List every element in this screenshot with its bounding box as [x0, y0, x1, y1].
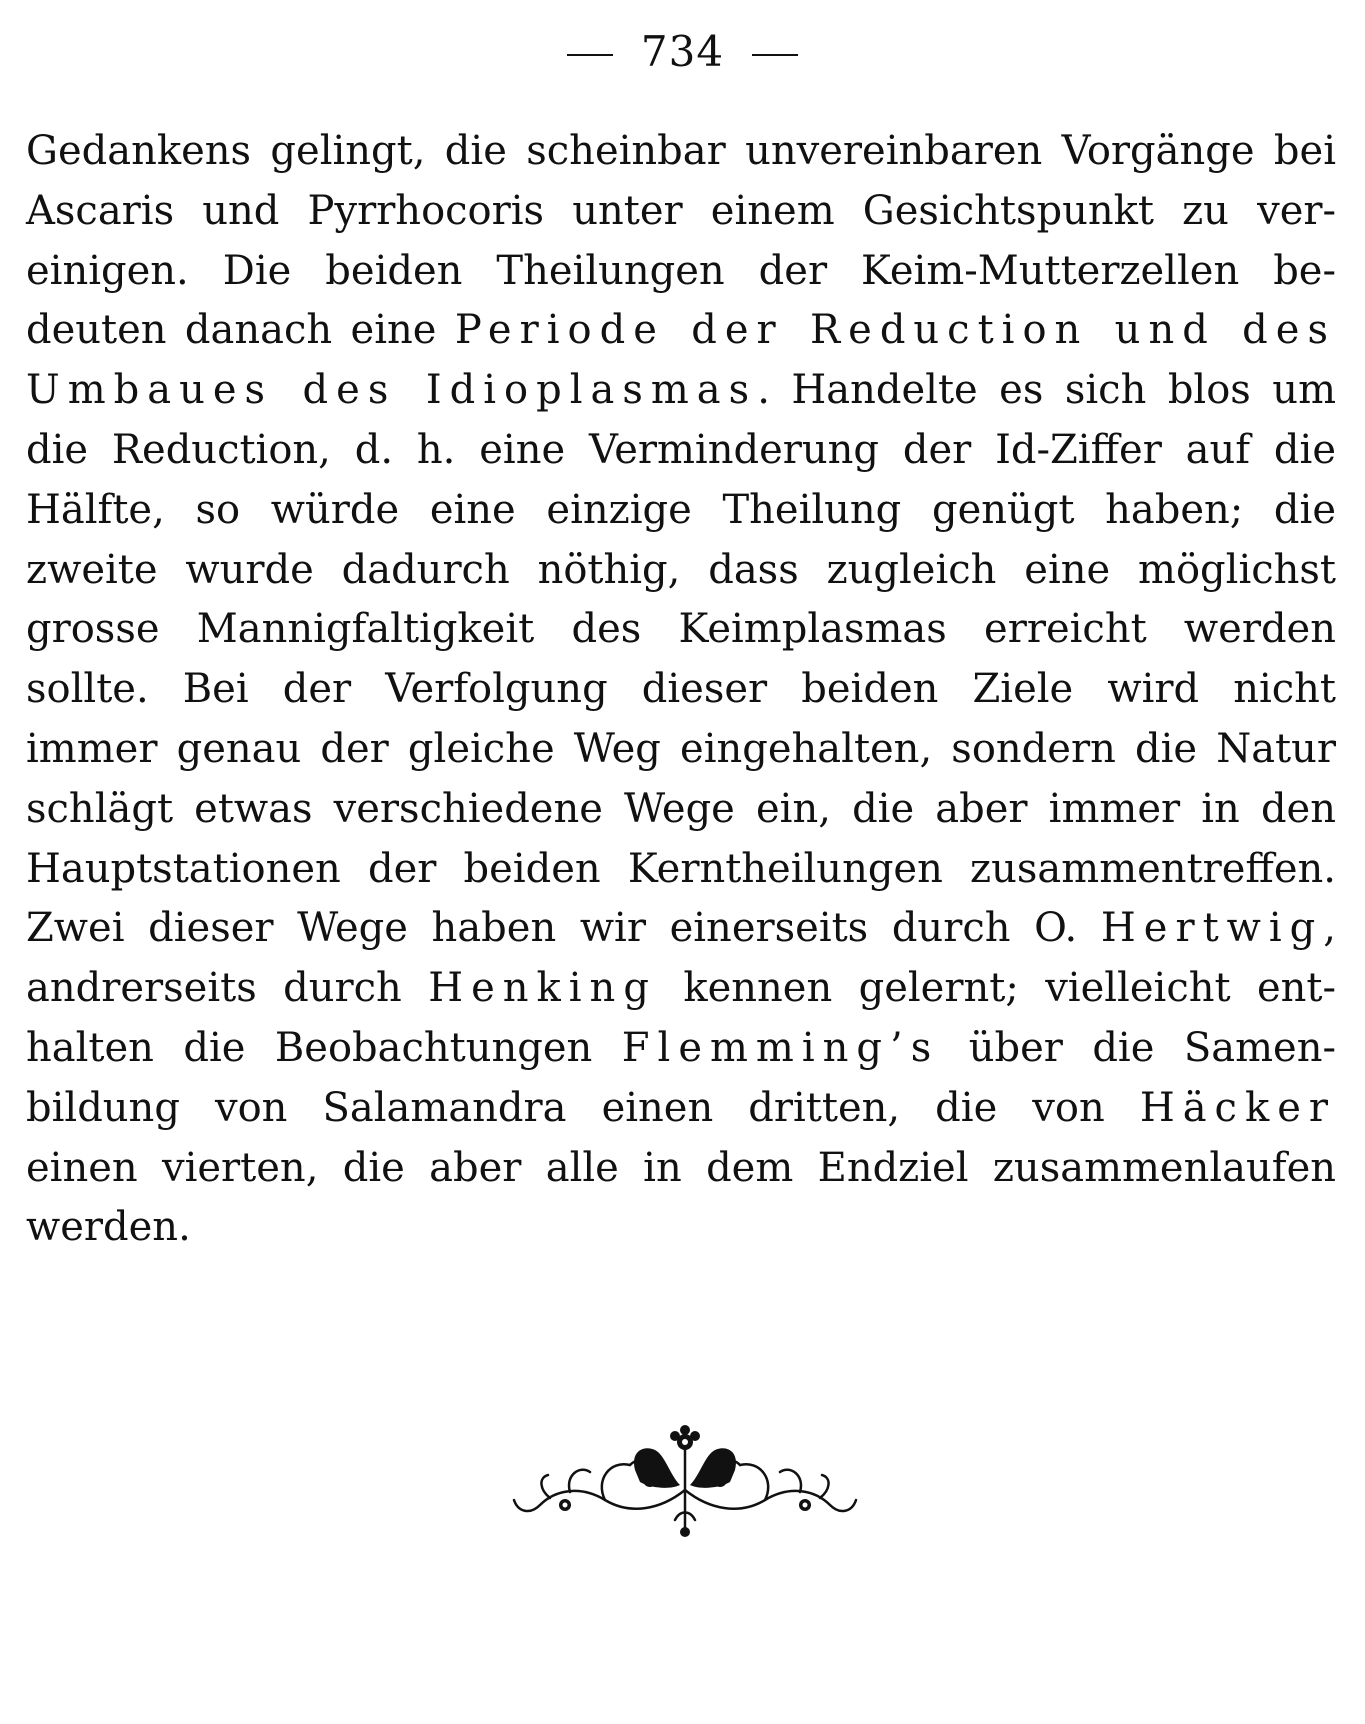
- spaced-emphasis: Periode der Reduction und des: [454, 307, 1336, 354]
- text-line: immer genau der gleiche Weg eingehalten, sondern die Natur: [26, 725, 1336, 772]
- text-line-last: werden.: [26, 1204, 191, 1251]
- text-line: einigen. Die beiden Theilungen der Keim-Mutterzellen be-: [26, 247, 1336, 294]
- text-line: zweite wurde dadurch nöthig, dass zugleich eine möglichst: [26, 546, 1336, 593]
- text-line: Ascaris und Pyrrhocoris unter einem Gesichtspunkt zu ver-: [26, 187, 1336, 234]
- header-dash-left: [567, 54, 613, 56]
- page-header: [0, 28, 1365, 76]
- text-line: andrerseits durch Henking kennen gelernt; vielleicht ent-: [26, 965, 1336, 1012]
- text-line: schlägt etwas verschiedene Wege ein, die aber immer in den: [26, 785, 1336, 832]
- text-line: deuten danach eine Periode der Reduction und des: [26, 307, 1336, 354]
- text-line: Hälfte, so würde eine einzige Theilung genügt haben; die: [26, 486, 1336, 533]
- text-line: grosse Mannigfaltigkeit des Keimplasmas erreicht werden: [26, 606, 1336, 653]
- text-line: sollte. Bei der Verfolgung dieser beiden Ziele wird nicht: [26, 666, 1336, 713]
- header-dash-right: [752, 54, 798, 56]
- text-line: Zwei dieser Wege haben wir einerseits durch O. Hertwig,: [26, 905, 1336, 952]
- text-line: halten die Beobachtungen Flemming’s über die Samen-: [26, 1024, 1336, 1071]
- text-line: Umbaues des Idioplasmas. Handelte es sich blos um: [26, 367, 1336, 414]
- decorative-vignette-icon: [510, 1420, 860, 1540]
- spaced-author-name: Henking: [428, 965, 657, 1012]
- spaced-emphasis: Umbaues des Idioplasmas: [26, 367, 758, 414]
- text-line: Gedankens gelingt, die scheinbar unvereinbaren Vorgänge bei: [26, 128, 1336, 174]
- text-line: bildung von Salamandra einen dritten, die von Häcker: [26, 1084, 1336, 1131]
- body-paragraph: [26, 122, 1336, 1258]
- page-number: 734: [640, 27, 725, 76]
- spaced-author-name: Hertwig: [1100, 905, 1324, 952]
- text-line: die Reduction, d. h. eine Verminderung der Id-Ziffer auf die: [26, 426, 1336, 473]
- text-line: Hauptstationen der beiden Kerntheilungen zusammentreffen.: [26, 845, 1336, 892]
- spaced-author-name: Flemming’s: [621, 1024, 940, 1071]
- text-line: einen vierten, die aber alle in dem Endziel zusammenlaufen: [26, 1144, 1336, 1191]
- spaced-author-name: Häcker: [1139, 1084, 1336, 1131]
